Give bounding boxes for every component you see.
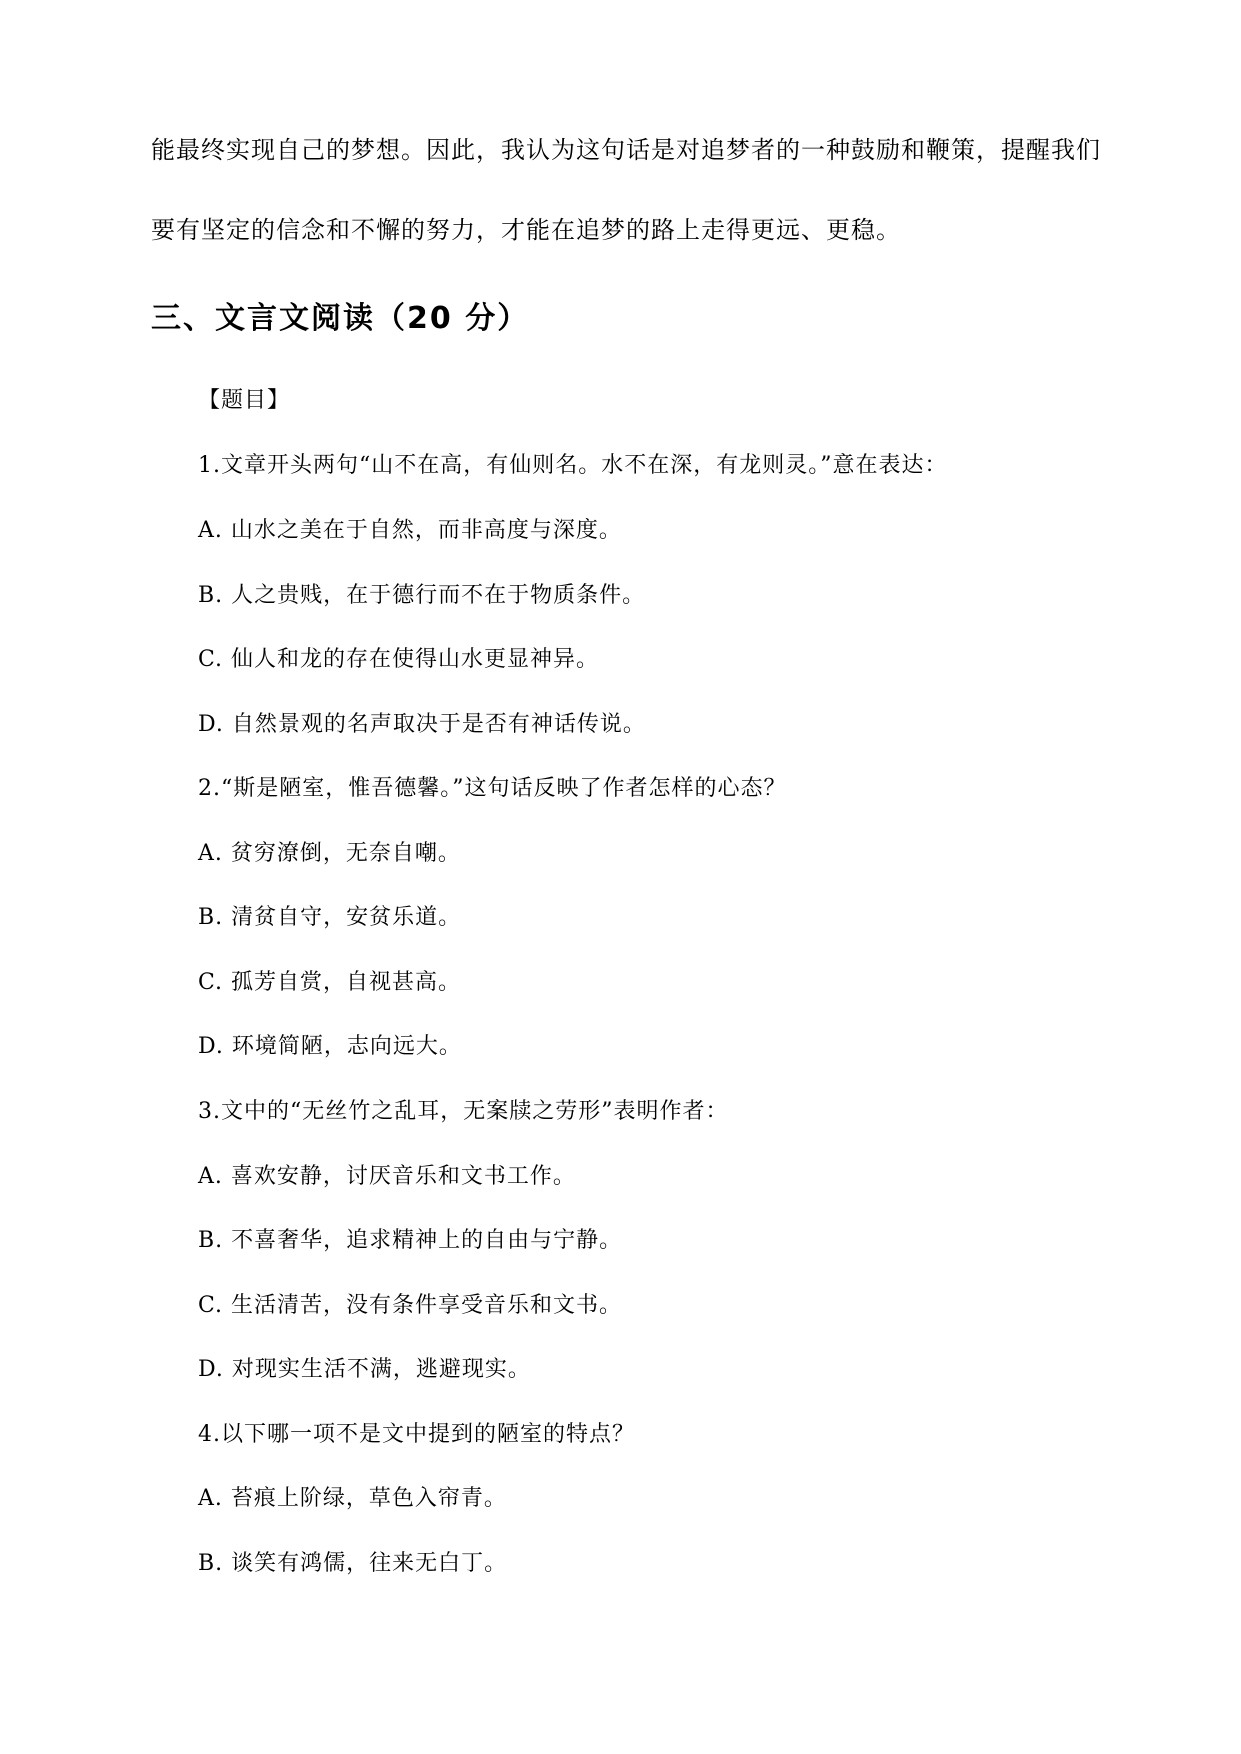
question-2-stem: 2.“斯是陋室，惟吾德馨。”这句话反映了作者怎样的心态？ bbox=[198, 776, 787, 801]
intro-line-1: 能最终实现自己的梦想。因此，我认为这句话是对追梦者的一种鼓励和鞭策，提醒我们 bbox=[151, 136, 1101, 164]
question-1-stem: 1.文章开头两句“山不在高，有仙则名。水不在深，有龙则灵。”意在表达： bbox=[198, 453, 948, 478]
question-2-option-d: D. 环境简陋，志向远大。 bbox=[198, 1034, 462, 1059]
question-4-stem: 4.以下哪一项不是文中提到的陋室的特点？ bbox=[198, 1422, 635, 1447]
section-title: 三、文言文阅读（20 分） bbox=[151, 301, 530, 336]
question-2-option-c: C. 孤芳自赏，自视甚高。 bbox=[198, 970, 462, 995]
intro-line-2: 要有坚定的信念和不懈的努力，才能在追梦的路上走得更远、更稳。 bbox=[151, 216, 901, 244]
question-1-option-c: C. 仙人和龙的存在使得山水更显神异。 bbox=[198, 647, 600, 672]
question-4-option-a: A. 苔痕上阶绿，草色入帘青。 bbox=[198, 1486, 507, 1511]
question-2-option-a: A. 贫穷潦倒，无奈自嘲。 bbox=[198, 841, 461, 866]
question-3-option-a: A. 喜欢安静，讨厌音乐和文书工作。 bbox=[198, 1164, 576, 1189]
question-1-option-b: B. 人之贵贱，在于德行而不在于物质条件。 bbox=[198, 583, 646, 608]
question-3-option-d: D. 对现实生活不满，逃避现实。 bbox=[198, 1357, 531, 1382]
question-2-option-b: B. 清贫自守，安贫乐道。 bbox=[198, 905, 462, 930]
question-1-option-d: D. 自然景观的名声取决于是否有神话传说。 bbox=[198, 712, 646, 737]
question-3-option-c: C. 生活清苦，没有条件享受音乐和文书。 bbox=[198, 1293, 623, 1318]
question-3-stem: 3.文中的“无丝竹之乱耳，无案牍之劳形”表明作者： bbox=[198, 1099, 729, 1124]
question-1-option-a: A. 山水之美在于自然，而非高度与深度。 bbox=[198, 518, 622, 543]
questions-header: 【题目】 bbox=[198, 388, 291, 413]
question-4-option-b: B. 谈笑有鸿儒，往来无白丁。 bbox=[198, 1551, 508, 1576]
question-3-option-b: B. 不喜奢华，追求精神上的自由与宁静。 bbox=[198, 1228, 623, 1253]
